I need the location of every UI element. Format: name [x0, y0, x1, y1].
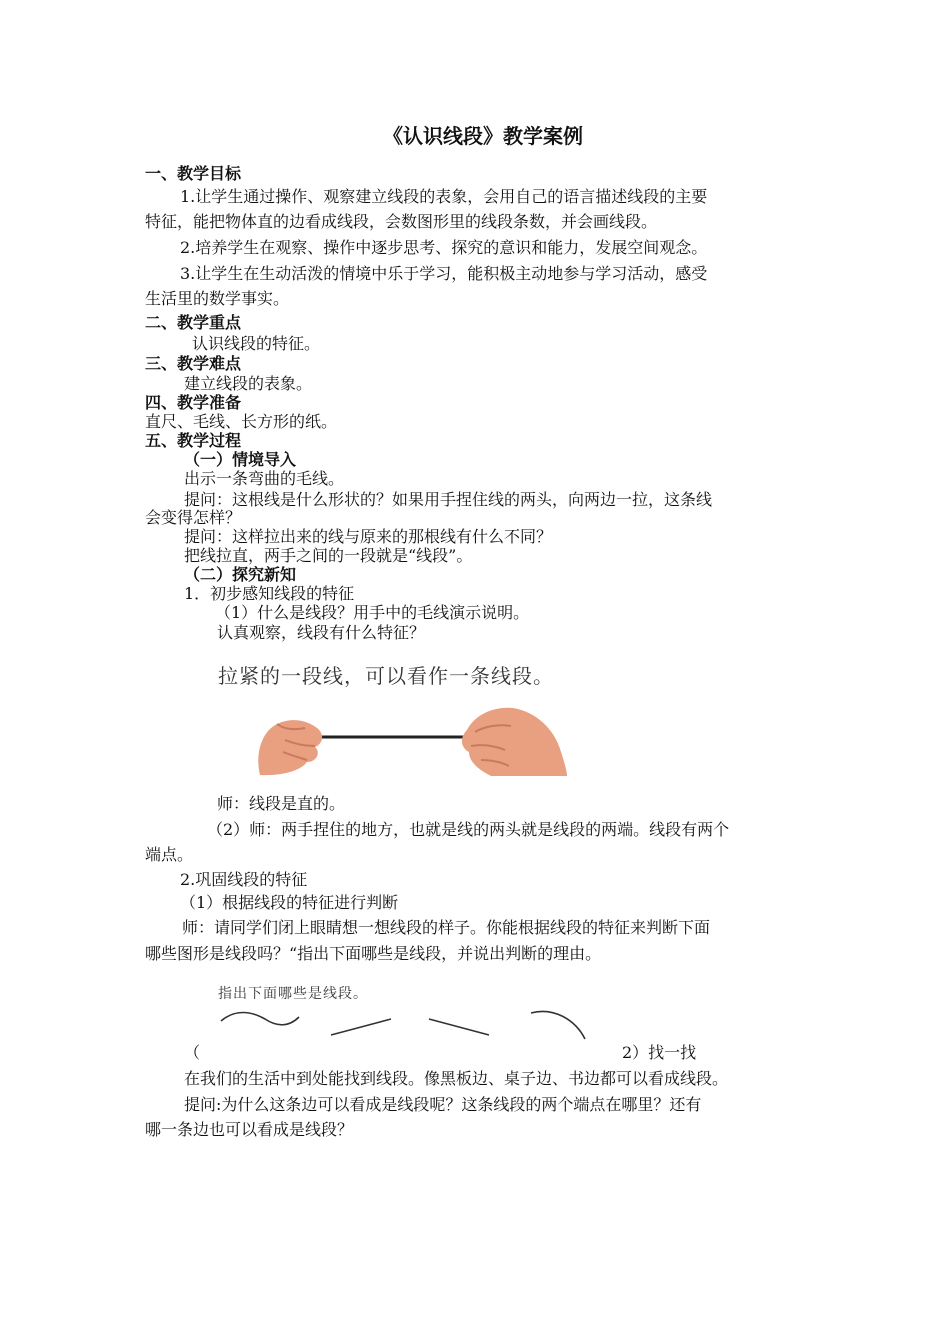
key-point-body: 认识线段的特征。	[192, 334, 321, 353]
step-2a: （1）根据线段的特征进行判断	[180, 893, 399, 912]
page-title: 《认识线段》教学案例	[383, 124, 583, 148]
straight-segment-shape	[331, 1019, 391, 1035]
section-heading-difficulty: 三、教学难点	[145, 354, 242, 373]
process-p2-line-1: 提问：这根线是什么形状的？如果用手捏住线的两头，向两边一拉，这条线	[184, 490, 713, 509]
goal-2: 2.培养学生在观察、操作中逐步思考、探究的意识和能力，发展空间观念。	[180, 238, 708, 257]
goal-1-line-1: 1.让学生通过操作、观察建立线段的表象，会用自己的语言描述线段的主要	[180, 187, 708, 206]
goal-3-line-2: 生活里的数学事实。	[145, 289, 290, 308]
arc-shape	[531, 1011, 585, 1039]
process-p3: 提问：这样拉出来的线与原来的那根线有什么不同？	[184, 527, 553, 546]
step-1c-line-2: 端点。	[145, 845, 194, 864]
difficulty-body: 建立线段的表象。	[184, 374, 313, 393]
subheading-explore: （二）探究新知	[184, 565, 297, 584]
process-p2-line-2: 会变得怎样？	[145, 508, 242, 527]
step-1b: 认真观察，线段有什么特征？	[217, 623, 426, 642]
goal-1-line-2: 特征，能把物体直的边看成线段，会数图形里的线段条数，并会画线段。	[145, 212, 658, 231]
straight-segment-shape-2	[429, 1019, 489, 1035]
process-p6-line-1: 提问:为什么这条边可以看成是线段呢？这条线段的两个端点在哪里？还有	[184, 1095, 702, 1114]
subheading-situation: （一）情境导入	[184, 450, 297, 469]
process-p4: 把线拉直，两手之间的一段就是“线段”。	[184, 546, 473, 565]
step-2: 2.巩固线段的特征	[180, 870, 308, 889]
right-hand-icon	[462, 708, 567, 776]
step-1: 1．初步感知线段的特征	[184, 584, 355, 603]
wavy-line-shape	[221, 1013, 299, 1025]
line-shapes-figure	[215, 1005, 595, 1045]
section-heading-process: 五、教学过程	[145, 431, 242, 450]
left-hand-icon	[258, 720, 322, 775]
step-1c-line-1: （2）师：两手捏住的地方，也就是线的两头就是线段的两端。线段有两个	[207, 820, 730, 839]
teacher-statement-1: 师：线段是直的。	[217, 794, 346, 813]
step-1a: （1）什么是线段？用手中的毛线演示说明。	[215, 603, 530, 622]
hands-pulling-string-illustration	[255, 700, 570, 778]
process-p1: 出示一条弯曲的毛线。	[184, 469, 345, 488]
preparation-body: 直尺、毛线、长方形的纸。	[145, 412, 338, 431]
figure-1-caption: 拉紧的一段线，可以看作一条线段。	[218, 664, 554, 688]
section-heading-key-point: 二、教学重点	[145, 313, 242, 332]
process-p5: 在我们的生活中到处能找到线段。像黑板边、桌子边、书边都可以看成线段。	[184, 1069, 729, 1088]
section-heading-goals: 一、教学目标	[145, 164, 242, 183]
teacher-statement-2-line-2: 哪些图形是线段吗？“指出下面哪些是线段，并说出判断的理由。	[145, 944, 602, 963]
paren-left: （	[184, 1043, 201, 1062]
section-heading-preparation: 四、教学准备	[145, 393, 242, 412]
goal-3-line-1: 3.让学生在生动活泼的情境中乐于学习，能积极主动地参与学习活动，感受	[180, 264, 708, 283]
step-2b: 2）找一找	[622, 1043, 697, 1062]
teacher-statement-2-line-1: 师：请同学们闭上眼睛想一想线段的样子。你能根据线段的特征来判断下面	[182, 918, 711, 937]
process-p6-line-2: 哪一条边也可以看成是线段？	[145, 1120, 354, 1139]
figure-2-caption: 指出下面哪些是线段。	[218, 986, 368, 1002]
